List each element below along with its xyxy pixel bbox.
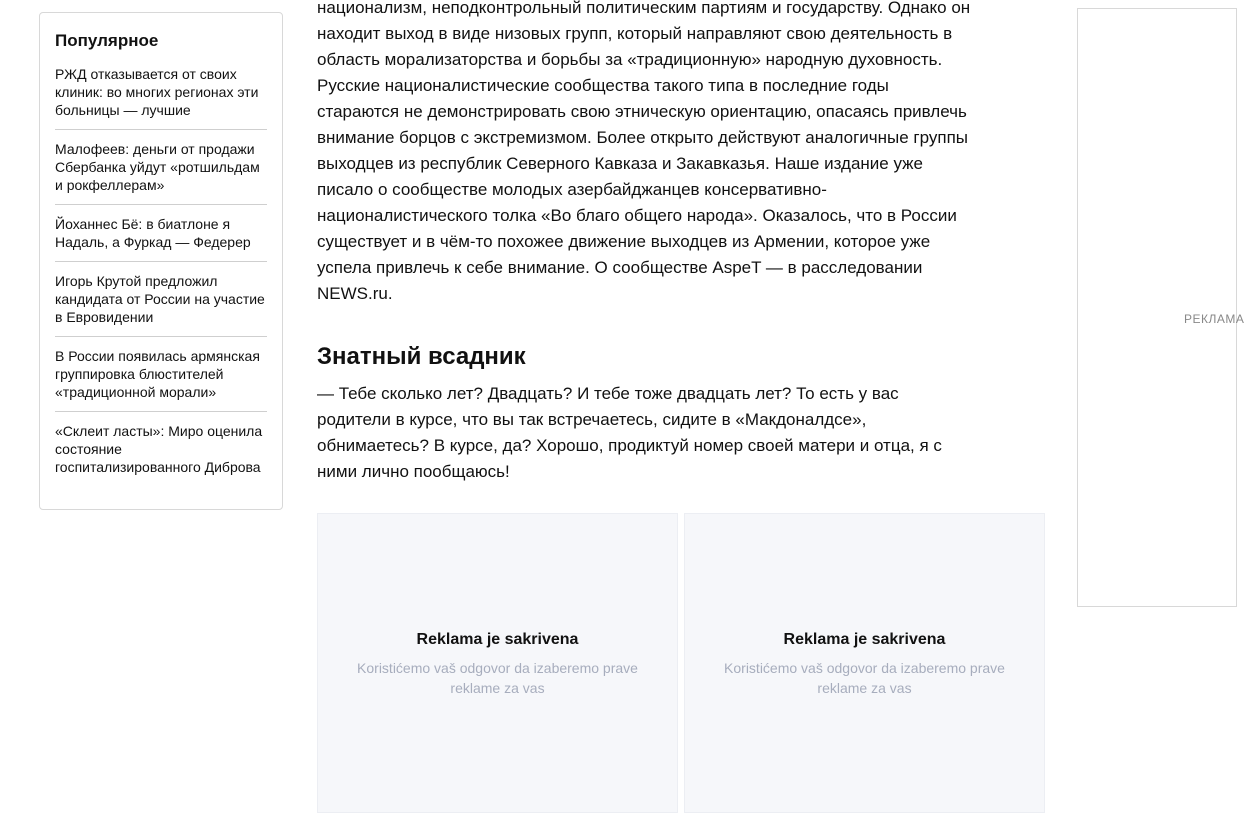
popular-item[interactable]: Малофеев: деньги от продажи Сбербанка уйдут «ротшильдам и рокфеллерам» (55, 140, 267, 205)
popular-item[interactable]: Йоханнес Бё: в биатлоне я Надаль, а Фуркад — Федерер (55, 215, 267, 262)
popular-list (55, 65, 267, 486)
popular-sidebar (39, 12, 283, 510)
hidden-ad-block (684, 513, 1045, 813)
popular-item[interactable]: «Склеит ласты»: Миро оценила состояние госпитализированного Диброва (55, 423, 263, 475)
ad-hidden-title: Reklama je sakrivena (783, 631, 946, 648)
ad-hidden-title: Reklama je sakrivena (416, 631, 579, 648)
article-paragraph: — Тебе сколько лет? Двадцать? И тебе тоже двадцать лет? То есть у вас родители в курсе, что вы так встречаетесь, сидите в «Макдоналдсе», обнимаетесь? В курсе, да? Хорошо, продиктуй номер своей матери и отца, я с ними лично пообщаюсь! (317, 384, 942, 481)
article-body (317, 0, 972, 485)
ad-hidden-subtitle: Koristićemo vaš odgovor da izaberemo prave reklame za vas (724, 660, 1005, 696)
section-heading: Знатный всадник (317, 343, 526, 370)
popular-item[interactable]: Игорь Крутой предложил кандидата от России на участие в Евровидении (55, 272, 267, 337)
popular-title: Популярное (55, 31, 159, 50)
ad-hidden-subtitle: Koristićemo vaš odgovor da izaberemo prave reklame za vas (357, 660, 638, 696)
hidden-ad-block (317, 513, 678, 813)
popular-item[interactable]: РЖД отказывается от своих клиник: во многих регионах эти больницы — лучшие (55, 65, 267, 130)
article-paragraph: национализм, неподконтрольный политическим партиям и государству. Однако он находит выход в виде низовых групп, который направляют свою деятельность в область морализаторства и борьбы за «традиционную» народную духовность. Русские националистические сообщества такого типа в последние годы стараются не демонстрировать свою этническую ориентацию, опасаясь привлечь внимание борцов с экстремизмом. Более открыто действуют аналогичные группы выходцев из республик Северного Кавказа и Закавказья. Наше издание уже писало о сообществе молодых азербайджанцев консервативно-националистического толка «Во благо общего народа». Оказалось, что в России существует и в чём-то похожее движение выходцев из Армении, которое уже успела привлечь к себе внимание. О сообществе АspeT — в расследовании NEWS.ru. (317, 0, 971, 303)
ad-label: РЕКЛАМА (1184, 312, 1244, 326)
right-rail-ad[interactable] (1077, 8, 1244, 607)
popular-item[interactable]: В России появилась армянская группировка блюстителей «традиционной морали» (55, 347, 267, 412)
